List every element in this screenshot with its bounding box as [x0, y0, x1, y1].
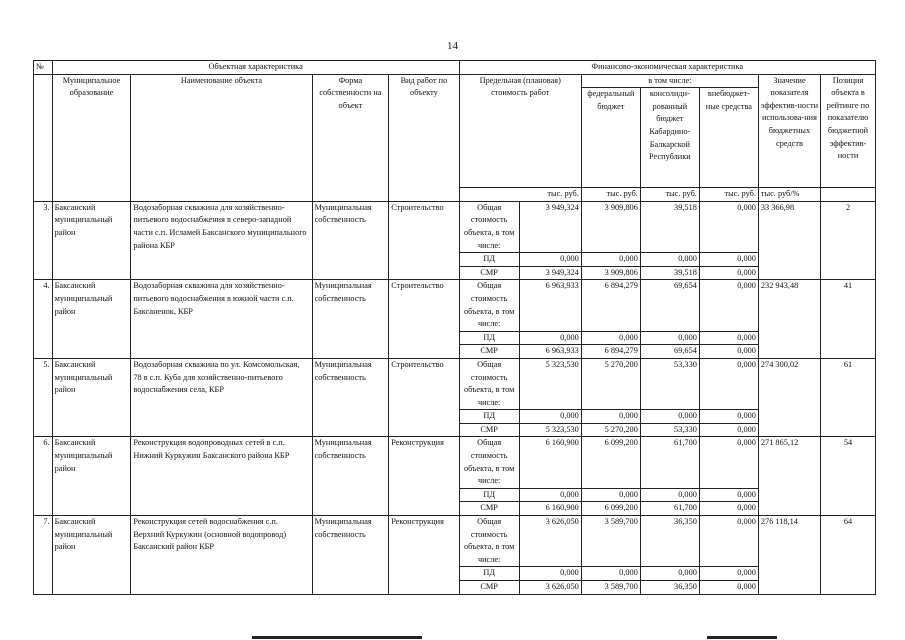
row-total-federal: 3 909,806 [581, 201, 640, 252]
row-position: 54 [821, 437, 876, 516]
row-smr-label: СМР [459, 581, 519, 595]
row-efficiency: 33 366,98 [758, 201, 820, 280]
row-total-extra: 0,000 [699, 201, 758, 252]
row-municipality: Баксанский муниципальный район [52, 280, 131, 359]
header-object-group: Объектная характеристика [52, 61, 459, 75]
row-smr-extra: 0,000 [699, 581, 758, 595]
row-pd-cost: 0,000 [519, 567, 581, 581]
row-efficiency: 276 118,14 [758, 516, 820, 595]
row-smr-cost: 3 949,324 [519, 266, 581, 280]
row-work-type: Строительство [389, 358, 459, 437]
row-ownership: Муниципальная собственность [312, 280, 389, 359]
table-row [34, 358, 876, 409]
row-total-federal: 6 894,279 [581, 280, 640, 331]
row-number: 3. [34, 201, 53, 280]
row-total-consolidated: 69,654 [640, 280, 699, 331]
row-smr-extra: 0,000 [699, 502, 758, 516]
row-work-type: Реконструкция [389, 516, 459, 595]
row-total-federal: 3 589,700 [581, 516, 640, 567]
row-pd-cost: 0,000 [519, 331, 581, 345]
row-work-type: Строительство [389, 280, 459, 359]
header-cost: Предельная (плановая) стоимость работ [459, 74, 581, 188]
row-smr-consolidated: 39,518 [640, 266, 699, 280]
row-pd-cost: 0,000 [519, 253, 581, 267]
row-total-label: Общая стоимость объекта, в том числе: [459, 358, 519, 409]
row-total-label: Общая стоимость объекта, в том числе: [459, 280, 519, 331]
row-ownership: Муниципальная собственность [312, 358, 389, 437]
row-pd-label: ПД [459, 488, 519, 502]
row-total-label: Общая стоимость объекта, в том числе: [459, 516, 519, 567]
footer-line [707, 636, 777, 639]
row-object-name: Реконструкция сетей водоснабжения с.п. Верхний Куркужин (основной водопровод) Баксанский район КБР [131, 516, 312, 595]
row-position: 41 [821, 280, 876, 359]
row-pd-cost: 0,000 [519, 488, 581, 502]
row-position: 61 [821, 358, 876, 437]
row-position: 64 [821, 516, 876, 595]
row-pd-federal: 0,000 [581, 567, 640, 581]
row-smr-label: СМР [459, 502, 519, 516]
row-object-name: Водозаборная скважина для хозяйственно-питьевого водоснабжения в южной части с.п. Баксаненок, КБР [131, 280, 312, 359]
row-pd-extra: 0,000 [699, 488, 758, 502]
row-pd-federal: 0,000 [581, 410, 640, 424]
row-pd-label: ПД [459, 410, 519, 424]
row-number: 7. [34, 516, 53, 595]
row-pd-consolidated: 0,000 [640, 410, 699, 424]
header-finance-group: Финансово-экономическая характеристика [459, 61, 875, 75]
row-work-type: Реконструкция [389, 437, 459, 516]
row-smr-federal: 5 270,200 [581, 423, 640, 437]
table-row [34, 516, 876, 567]
row-municipality: Баксанский муниципальный район [52, 516, 131, 595]
row-pd-consolidated: 0,000 [640, 567, 699, 581]
row-number: 5. [34, 358, 53, 437]
row-number: 4. [34, 280, 53, 359]
row-total-cost: 6 963,933 [519, 280, 581, 331]
row-total-federal: 5 270,200 [581, 358, 640, 409]
unit-cost: тыс. руб. [459, 188, 581, 202]
row-total-cost: 3 949,324 [519, 201, 581, 252]
row-smr-cost: 6 963,933 [519, 345, 581, 359]
row-smr-extra: 0,000 [699, 423, 758, 437]
header-work-type: Вид работ по объекту [389, 74, 459, 201]
row-pd-label: ПД [459, 253, 519, 267]
unit-federal: тыс. руб. [581, 188, 640, 202]
row-smr-federal: 3 909,806 [581, 266, 640, 280]
row-smr-cost: 6 160,900 [519, 502, 581, 516]
header-num: № [34, 61, 53, 75]
page-number: 14 [447, 40, 458, 52]
row-total-consolidated: 61,700 [640, 437, 699, 488]
row-pd-federal: 0,000 [581, 253, 640, 267]
table-row [34, 201, 876, 252]
row-total-cost: 3 626,050 [519, 516, 581, 567]
row-municipality: Баксанский муниципальный район [52, 437, 131, 516]
row-municipality: Баксанский муниципальный район [52, 201, 131, 280]
row-total-cost: 6 160,900 [519, 437, 581, 488]
row-total-extra: 0,000 [699, 358, 758, 409]
row-smr-consolidated: 69,654 [640, 345, 699, 359]
header-municipality: Муниципальное образование [52, 74, 131, 201]
row-ownership: Муниципальная собственность [312, 516, 389, 595]
row-pd-extra: 0,000 [699, 253, 758, 267]
row-total-extra: 0,000 [699, 280, 758, 331]
row-position: 2 [821, 201, 876, 280]
row-smr-federal: 3 589,700 [581, 581, 640, 595]
row-smr-consolidated: 36,350 [640, 581, 699, 595]
unit-consolidated: тыс. руб. [640, 188, 699, 202]
row-pd-consolidated: 0,000 [640, 488, 699, 502]
row-efficiency: 232 943,48 [758, 280, 820, 359]
table-row [34, 280, 876, 331]
row-total-consolidated: 39,518 [640, 201, 699, 252]
row-work-type: Строительство [389, 201, 459, 280]
row-smr-extra: 0,000 [699, 345, 758, 359]
row-ownership: Муниципальная собственность [312, 201, 389, 280]
row-smr-label: СМР [459, 423, 519, 437]
header-including: в том числе: [581, 74, 758, 88]
row-smr-cost: 3 626,050 [519, 581, 581, 595]
row-pd-consolidated: 0,000 [640, 253, 699, 267]
row-pd-cost: 0,000 [519, 410, 581, 424]
row-efficiency: 271 865,12 [758, 437, 820, 516]
row-pd-federal: 0,000 [581, 331, 640, 345]
unit-efficiency: тыс. руб/% [758, 188, 820, 202]
row-ownership: Муниципальная собственность [312, 437, 389, 516]
row-smr-consolidated: 53,330 [640, 423, 699, 437]
row-object-name: Водозаборная скважина по ул. Комсомольская, 78 в с.п. Куба для хозяйственно-питьевого водоснабжения села, КБР [131, 358, 312, 437]
row-smr-federal: 6 099,200 [581, 502, 640, 516]
header-position: Позиция объекта в рейтинге по показателю бюджетной эффектив-ности [821, 74, 876, 188]
object-table [33, 60, 876, 595]
row-pd-label: ПД [459, 331, 519, 345]
row-number: 6. [34, 437, 53, 516]
header-federal: федеральный бюджет [581, 88, 640, 188]
row-total-extra: 0,000 [699, 516, 758, 567]
row-smr-extra: 0,000 [699, 266, 758, 280]
row-pd-extra: 0,000 [699, 331, 758, 345]
row-object-name: Реконструкция водопроводных сетей в с.п. Нижний Куркужин Баксанского района КБР [131, 437, 312, 516]
header-efficiency: Значение показателя эффектив-ности использова-ния бюджетных средств [758, 74, 820, 188]
row-object-name: Водозаборная скважина для хозяйственно-питьевого водоснабжения в северо-западной части с.п. Исламей Баксанского муниципального района КБР [131, 201, 312, 280]
row-total-label: Общая стоимость объекта, в том числе: [459, 201, 519, 252]
row-total-cost: 5 323,530 [519, 358, 581, 409]
row-smr-consolidated: 61,700 [640, 502, 699, 516]
row-total-consolidated: 53,330 [640, 358, 699, 409]
header-extra: внебюджет-ные средства [699, 88, 758, 188]
row-smr-federal: 6 894,279 [581, 345, 640, 359]
row-total-federal: 6 099,200 [581, 437, 640, 488]
row-total-consolidated: 36,350 [640, 516, 699, 567]
row-smr-cost: 5 323,530 [519, 423, 581, 437]
row-efficiency: 274 300,02 [758, 358, 820, 437]
row-pd-extra: 0,000 [699, 410, 758, 424]
row-pd-label: ПД [459, 567, 519, 581]
row-smr-label: СМР [459, 266, 519, 280]
footer-line [252, 636, 422, 639]
unit-extra: тыс. руб. [699, 188, 758, 202]
header-ownership: Форма собственности на объект [312, 74, 389, 201]
row-pd-extra: 0,000 [699, 567, 758, 581]
header-object-name: Наименование объекта [131, 74, 312, 201]
row-pd-federal: 0,000 [581, 488, 640, 502]
row-municipality: Баксанский муниципальный район [52, 358, 131, 437]
row-smr-label: СМР [459, 345, 519, 359]
row-pd-consolidated: 0,000 [640, 331, 699, 345]
row-total-label: Общая стоимость объекта, в том числе: [459, 437, 519, 488]
header-consolidated: консолиди-рованный бюджет Кабардино-Балкарской Республики [640, 88, 699, 188]
table-row [34, 437, 876, 488]
row-total-extra: 0,000 [699, 437, 758, 488]
